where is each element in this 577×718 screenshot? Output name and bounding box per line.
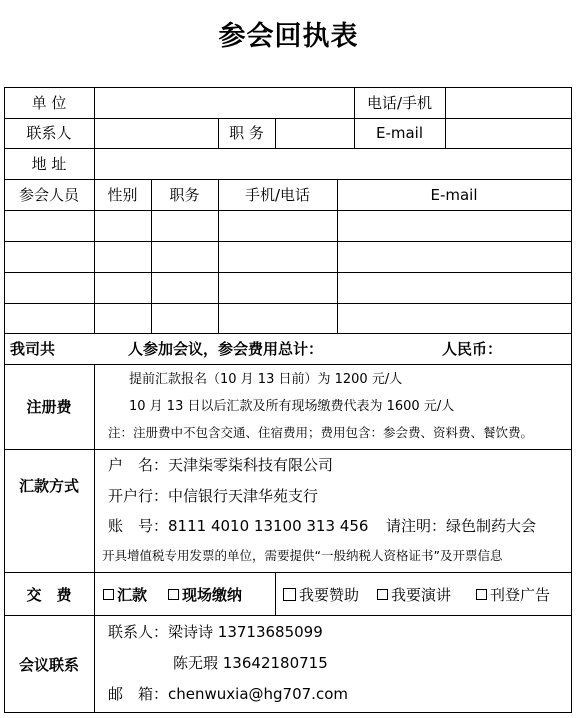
unit-label: 单 位 [31,94,67,112]
header-attendee: 参会人员 [18,186,79,204]
account-name: 天津柒零柒科技有限公司 [168,456,334,474]
position-label: 职 务 [229,124,264,142]
contact-email: chenwuxia@hg707.com [168,685,348,703]
contact-person-1: 梁诗诗 13713685099 [168,623,323,641]
bank-name: 中信银行天津华苑支行 [168,487,319,505]
account-number-row [108,517,368,535]
checkbox-ad[interactable] [476,589,487,600]
summary-total: 人参加会议，参会费用总计： [128,340,324,358]
summary-company: 我司共 [10,340,56,358]
option-ad[interactable]: 刊登广告 [476,586,550,604]
contact-email-row [108,685,348,703]
account-number: 8111 4010 13100 313 456 [168,517,369,535]
checkbox-onsite[interactable] [168,589,179,600]
registration-label: 注册费 [26,398,72,416]
account-number-label: 账 号： [108,517,169,535]
option-speech[interactable]: 我要演讲 [377,586,451,604]
bank-label: 开户行： [108,487,169,505]
email-label: E-mail [375,124,424,142]
contact-label: 联系人 [26,124,72,142]
checkbox-speech[interactable] [377,589,388,600]
registration-line1: 提前汇款报名（10 月 13 日前）为 1200 元/人 [129,372,403,387]
contact-person-label: 联系人： [108,623,169,641]
contact-person-2: 陈无瑕 13642180715 [173,654,328,672]
form-title: 参会回执表 [218,21,359,52]
remittance-label: 汇款方式 [18,477,79,495]
invoice-note: 开具增值税专用发票的单位，需要提供“一般纳税人资格证书”及开票信息 [102,548,503,563]
summary-rmb: 人民币： [442,340,503,358]
registration-note: 注：注册费中不包含交通、住宿费用；费用包含：参会费、资料费、餐饮费。 [108,425,534,440]
option-remit[interactable]: 汇款 [103,586,147,604]
contact-row-1 [108,623,323,641]
registration-line2: 10 月 13 日以后汇款及所有现场缴费代表为 1600 元/人 [129,399,455,414]
option-onsite[interactable]: 现场缴纳 [168,586,242,604]
contact-email-label: 邮 箱： [108,685,169,703]
option-sponsor[interactable]: 我要赞助 [283,586,359,604]
meeting-contact-label: 会议联系 [18,656,79,674]
remittance-note: 请注明：绿色制药大会 [386,517,537,535]
account-name-label: 户 名： [108,456,169,474]
header-phone: 手机/电话 [244,186,311,204]
header-position: 职务 [169,186,200,204]
header-email: E-mail [430,186,478,204]
checkbox-sponsor[interactable] [283,588,296,601]
header-gender: 性别 [107,186,138,204]
phone-label: 电话/手机 [366,94,433,112]
checkbox-remit[interactable] [103,589,114,600]
bank-row [108,487,318,505]
address-label: 地 址 [31,155,67,173]
payment-label: 交 费 [26,586,72,604]
account-name-row [108,456,333,474]
